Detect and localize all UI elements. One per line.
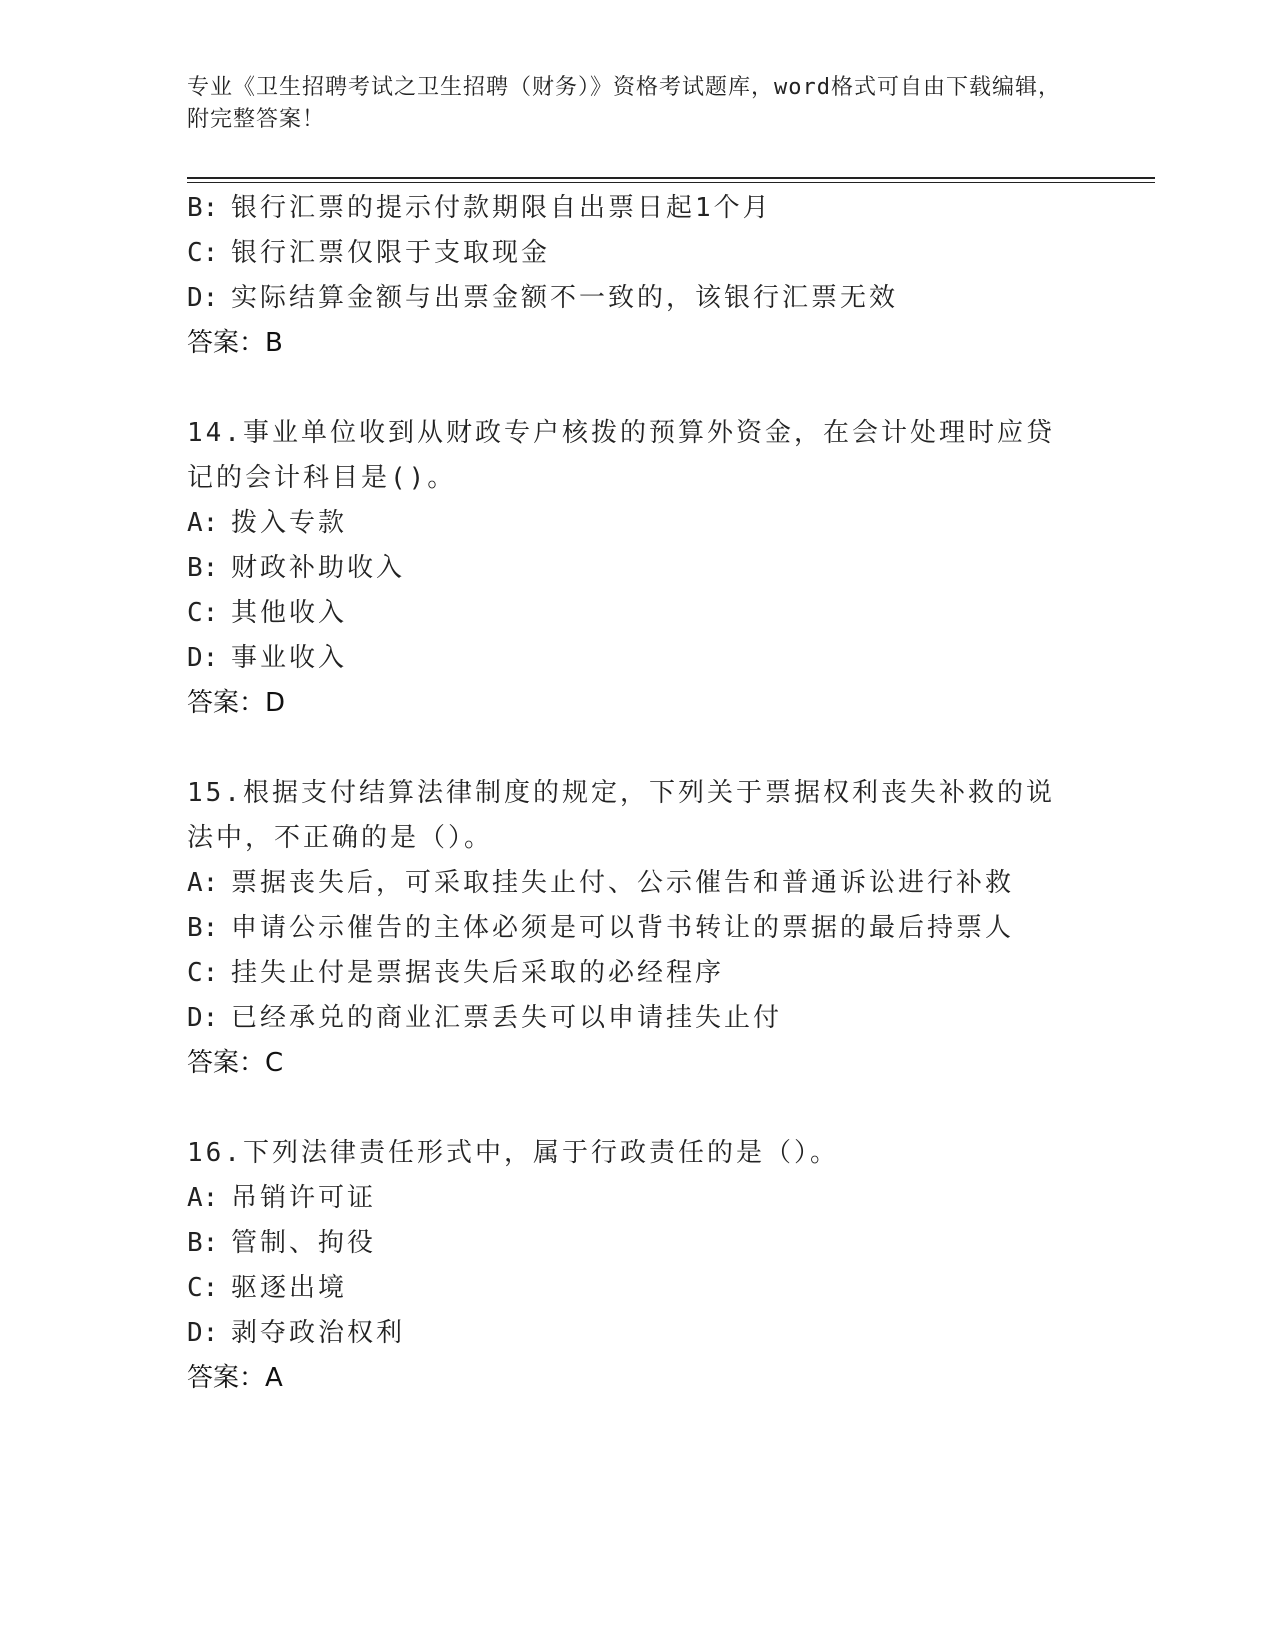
option-line [187,911,1014,945]
option-key: D: [187,283,219,313]
option-text: 票据丧失后，可采取挂失止付、公示催告和普通诉讼进行补救 [231,868,1015,898]
option-text: 财政补助收入 [231,553,406,583]
option-text: 挂失止付是票据丧失后采取的必经程序 [231,958,725,988]
option-key: A: [187,1183,219,1213]
option-key: C: [187,238,219,268]
question-stem: 16.下列法律责任形式中，属于行政责任的是（）。 [187,1138,839,1168]
answer-line: 答案：D [187,688,286,718]
option-line [187,1226,376,1260]
answer-line: 答案：B [187,328,283,358]
option-key: D: [187,1003,219,1033]
option-key: D: [187,643,219,673]
question-stem: 14.事业单位收到从财政专户核拨的预算外资金，在会计处理时应贷记的会计科目是()。 [187,418,1055,493]
option-line [187,236,550,270]
option-line [187,191,772,225]
option-line [187,596,347,630]
option-line [187,641,347,675]
option-key: C: [187,1273,219,1303]
option-text: 吊销许可证 [231,1183,377,1213]
answer-line: 答案：A [187,1363,283,1393]
option-text: 实际结算金额与出票金额不一致的，该银行汇票无效 [231,283,899,313]
option-text: 银行汇票仅限于支取现金 [231,238,551,268]
option-line [187,506,347,540]
option-key: D: [187,1318,219,1348]
option-text: 剥夺政治权利 [231,1318,406,1348]
option-key: B: [187,1228,219,1258]
option-line [187,281,898,315]
option-text: 事业收入 [231,643,348,673]
option-text: 申请公示催告的主体必须是可以背书转让的票据的最后持票人 [231,913,1015,943]
option-line [187,956,724,990]
option-text: 已经承兑的商业汇票丢失可以申请挂失止付 [231,1003,783,1033]
option-line [187,866,1014,900]
option-line [187,1181,376,1215]
option-key: B: [187,913,219,943]
header-divider-thin [187,182,1155,183]
option-text: 其他收入 [231,598,348,628]
option-key: A: [187,508,219,538]
option-line [187,1001,782,1035]
option-key: C: [187,598,219,628]
option-text: 管制、拘役 [231,1228,377,1258]
option-text: 拨入专款 [231,508,348,538]
header-divider-thick [187,177,1155,179]
document-header: 专业《卫生招聘考试之卫生招聘（财务）》资格考试题库，word格式可自由下载编辑，附完整答案！ [187,75,1061,132]
option-key: C: [187,958,219,988]
option-key: A: [187,868,219,898]
option-line [187,1271,347,1305]
answer-line: 答案：C [187,1048,284,1078]
option-line [187,1316,405,1350]
option-line [187,551,405,585]
option-key: B: [187,193,219,223]
question-stem: 15.根据支付结算法律制度的规定，下列关于票据权利丧失补救的说法中，不正确的是（）。 [187,778,1055,853]
option-text: 银行汇票的提示付款期限自出票日起1个月 [231,193,772,223]
option-key: B: [187,553,219,583]
option-text: 驱逐出境 [231,1273,348,1303]
